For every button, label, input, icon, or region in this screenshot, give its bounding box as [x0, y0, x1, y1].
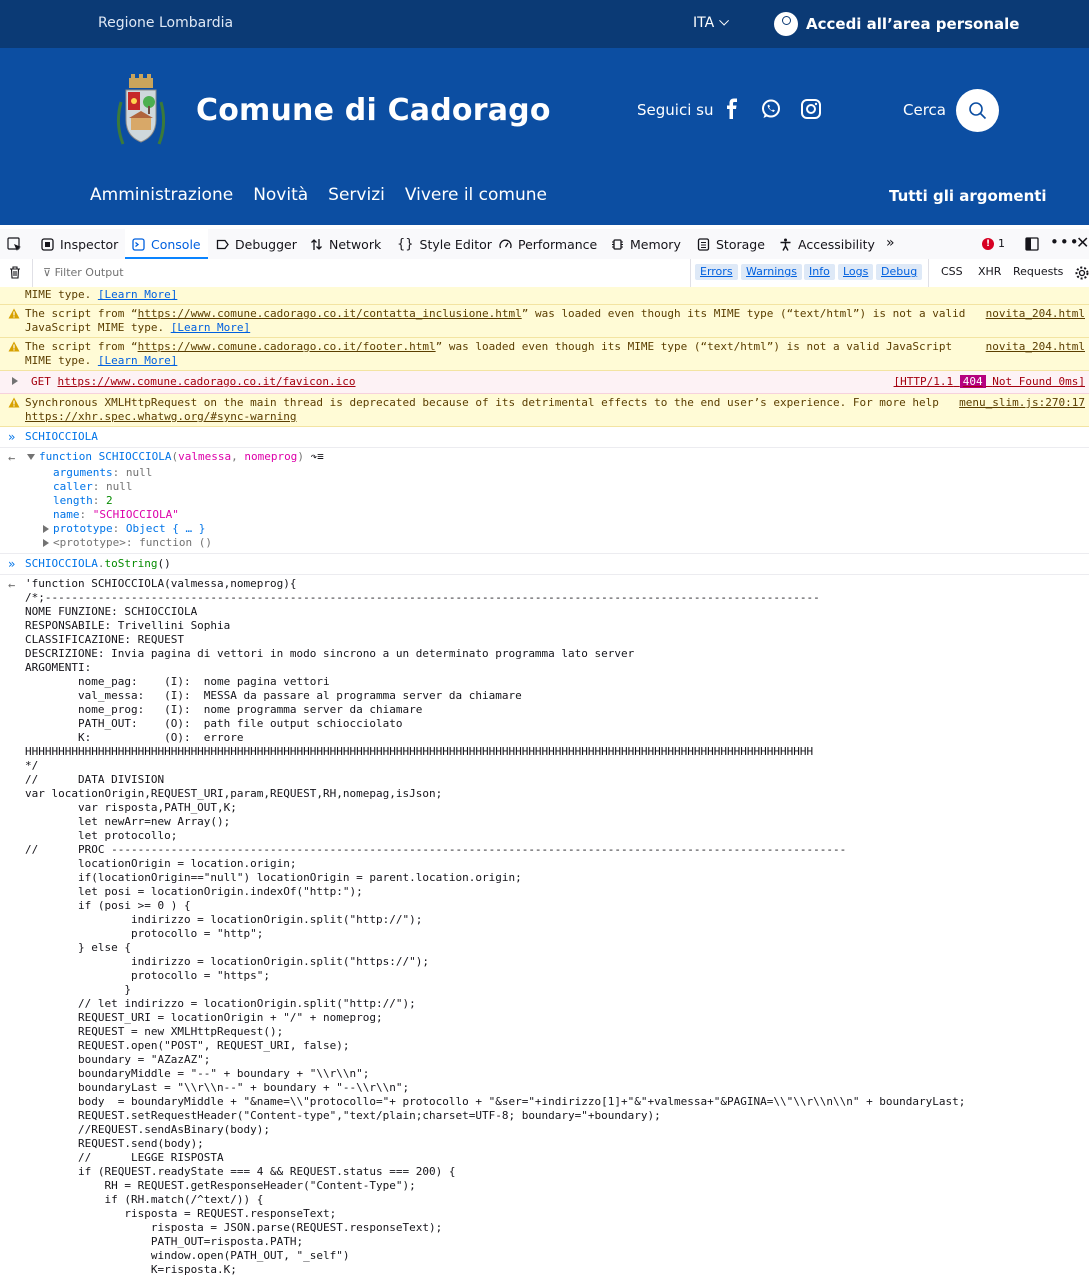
site-title[interactable]: Comune di Cadorago: [196, 93, 551, 128]
tab-memory-label: Memory: [630, 236, 681, 252]
warning-text-post: ” was loaded even though its MIME type (“text/html”) is not a valid JavaScript MIME type.: [25, 307, 973, 334]
function-keyword: function: [39, 450, 92, 463]
return-arrow-icon: ←: [8, 578, 16, 592]
tab-debugger-label: Debugger: [235, 236, 297, 252]
braces-icon: {}: [397, 236, 414, 252]
function-param: valmessa: [178, 450, 232, 463]
console-warning: [0, 287, 1089, 305]
divider: [690, 259, 691, 287]
warning-icon: [8, 397, 20, 408]
tab-performance-label: Performance: [518, 236, 598, 252]
gauge-icon: [499, 238, 512, 251]
warning-text: Synchronous XMLHttpRequest on the main thread is deprecated because of its detrimental effects to the end user’s experience. For more help: [25, 396, 946, 409]
divider: [32, 259, 33, 287]
region-link[interactable]: Regione Lombardia: [98, 15, 234, 31]
accessibility-icon: [779, 238, 792, 251]
debugger-icon: [216, 238, 229, 251]
console-icon: [132, 238, 145, 251]
property-key: caller: [53, 480, 93, 493]
chevron-double-right-icon[interactable]: »: [886, 235, 895, 251]
request-url-link[interactable]: https://www.comune.cadorago.co.it/favicon.ico: [57, 375, 356, 388]
property-row: arguments: null: [53, 466, 153, 479]
property-key: length: [53, 494, 93, 507]
tab-style-editor[interactable]: [390, 229, 499, 259]
user-icon: [774, 12, 798, 36]
filter-output-input[interactable]: [43, 266, 124, 279]
property-key: prototype: [53, 522, 113, 535]
console-input: [0, 427, 1089, 448]
tab-memory[interactable]: [604, 229, 688, 259]
warning-text-pre: The script from “: [25, 307, 138, 320]
language-label: ITA: [693, 15, 715, 31]
error-icon: !: [982, 238, 994, 250]
login-label: Accedi all’area personale: [806, 15, 1020, 33]
tab-performance[interactable]: [492, 229, 604, 259]
property-key: name: [53, 508, 80, 521]
municipal-crest-icon[interactable]: [113, 74, 169, 150]
property-row-expandable[interactable]: prototype: Object { … }: [43, 522, 1089, 536]
function-name: SCHIOCCIOLA: [98, 450, 172, 463]
filter-warnings[interactable]: Warnings: [741, 264, 802, 280]
login-button[interactable]: [774, 11, 1019, 37]
input-object: SCHIOCCIOLA: [25, 557, 98, 570]
nav-item-vivere-il-comune[interactable]: Vivere il comune: [404, 185, 547, 205]
instagram-icon[interactable]: [800, 98, 822, 120]
console-filter-bar: [0, 259, 1089, 288]
input-text: SCHIOCCIOLA: [25, 430, 98, 443]
tab-network-label: Network: [329, 236, 382, 252]
devtools-toolbar: [0, 229, 1089, 260]
error-count: 1: [998, 237, 1005, 250]
close-icon[interactable]: ✕: [1076, 233, 1089, 252]
learn-more-link[interactable]: [Learn More]: [170, 321, 251, 334]
console-warning: [0, 305, 1089, 338]
expand-arrow-icon[interactable]: [43, 525, 49, 533]
console-error[interactable]: [0, 371, 1089, 394]
element-picker-icon[interactable]: [7, 237, 22, 252]
search-icon: [968, 101, 987, 120]
nav-item-novita[interactable]: Novità: [253, 185, 309, 205]
tab-console[interactable]: [125, 229, 208, 259]
network-icon: [310, 238, 323, 251]
warning-text-pre: The script from “: [25, 340, 138, 353]
console-output: [0, 287, 1089, 1288]
property-key: arguments: [53, 466, 113, 479]
tab-inspector[interactable]: [34, 229, 125, 259]
property-value: null: [125, 466, 153, 479]
function-summary[interactable]: function SCHIOCCIOLA(valmessa, nomeprog) ↷≡: [27, 450, 1089, 464]
responsive-design-icon[interactable]: [1025, 237, 1039, 251]
property-value: "SCHIOCCIOLA": [92, 508, 179, 521]
help-link[interactable]: https://xhr.spec.whatwg.org/#sync-warning: [25, 410, 297, 423]
property-row: name: "SCHIOCCIOLA": [53, 508, 179, 521]
filter-debug[interactable]: Debug: [876, 264, 922, 280]
http-protocol: [HTTP/1.1: [893, 375, 954, 388]
tab-inspector-label: Inspector: [60, 236, 119, 252]
learn-more-link[interactable]: [Learn More]: [97, 354, 178, 367]
function-param: nomeprog: [244, 450, 298, 463]
property-value: function (): [139, 536, 212, 549]
warning-icon: [8, 341, 20, 352]
property-value: null: [106, 480, 133, 493]
search-button[interactable]: [956, 89, 999, 132]
warning-icon: [8, 308, 20, 319]
memory-icon: [611, 238, 624, 251]
property-value: 2: [106, 494, 113, 507]
gear-icon[interactable]: [1075, 266, 1089, 280]
tostring-output: 'function SCHIOCCIOLA(valmessa,nomeprog){ /*;--------------------------------------------------------------------------------------------------------------------- NOME FUNZIONE: SCHIOCCIOLA RESPONSABILE: Trivellini Sophia CLASSIFICAZIONE: REQUEST DESCRIZIONE: Invia pagina di vettori in modo sincrono a un determinato programma lato server ARGOMENTI: nome_pag: (I): nome pagina vettori val_messa: (I): MESSA da passare al programma server da chiamare nome_prog: (I): nome programma server da chiamare PATH_OUT: (O): path file output schiocciolato K: (O): errore HHHHHHHHHHHHHHHHHHHHHHHHHHHHHHHHHHHHHHHHHHHHHHHHHHHHHHHHHHHHHHHHHHHHHHHHHHHHHHHHHHHHHHHHHHHHHHHHHHHHHHHHHHHHHHHHHHHHHHH */ // DATA DIVISION var locationOrigin,REQUEST_URI,param,REQUEST,RH,nomepag,isJson; var risposta,PATH_OUT,K; let newArr=new Array(); let protocollo; // PROC --------------------------------------------------------------------------------------------------------------- locationOrigin = location.origin; if(locationOrigin=="null") locationOrigin = parent.location.origin; let posi = locationOrigin.indexOf("http:"); if (posi >= 0 ) { indirizzo = locationOrigin.split("http://"); protocollo = "http"; } else { indirizzo = locationOrigin.split("https://"); protocollo = "https"; } // let indirizzo = locationOrigin.split("http://"); REQUEST_URI = locationOrigin + "/" + nomeprog; REQUEST = new XMLHttpRequest(); REQUEST.open("POST", REQUEST_URI, false); boundary = "AZazAZ"; boundaryMiddle = "--" + boundary + "\\r\\n"; boundaryLast = "\\r\\n--" + boundary + "--\\r\\n"; body = boundaryMiddle + "&name=\\"protocollo="+ protocollo + "&ser="+indirizzo[1]+"&"+valmessa+"&PAGINA=\\"\\r\\n\\n" + boundaryLast; REQUEST.setRequestHeader("Content-type","text/plain;charset=UTF-8; boundary="+boundary); //REQUEST.sendAsBinary(body); REQUEST.send(body); // LEGGE RISPOSTA if (REQUEST.readyState === 4 && REQUEST.status === 200) { RH = REQUEST.getResponseHeader("Content-Type"); if (RH.match(/^text/)) { risposta = REQUEST.responseText; risposta = JSON.parse(REQUEST.responseText); PATH_OUT=risposta.PATH; window.open(PATH_OUT, "_self") K=risposta.K;: [25, 577, 966, 1276]
tab-accessibility-label: Accessibility: [798, 236, 875, 252]
console-result: [0, 575, 1089, 1279]
property-value: Object { … }: [125, 522, 206, 535]
facebook-icon[interactable]: [721, 98, 743, 120]
top-bar: [0, 0, 1089, 48]
filter-logs[interactable]: Logs: [838, 264, 873, 280]
expand-arrow-icon[interactable]: [12, 377, 18, 385]
filter-xhr[interactable]: XHR: [978, 265, 1002, 278]
tab-style-editor-label: Style Editor: [419, 236, 492, 252]
whatsapp-icon[interactable]: [760, 98, 782, 120]
property-row: length: 2: [53, 494, 113, 507]
input-prompt-icon: »: [8, 430, 16, 444]
more-options-icon[interactable]: •••: [1050, 233, 1080, 251]
script-url-link[interactable]: https://www.comune.cadorago.co.it/footer.html: [137, 340, 436, 353]
error-count-badge[interactable]: [982, 237, 1005, 250]
divider: [928, 259, 929, 287]
nav-item-amministrazione[interactable]: Amministrazione: [90, 185, 234, 205]
tab-debugger[interactable]: [209, 229, 304, 259]
source-link[interactable]: novita_204.html: [985, 307, 1085, 320]
jump-to-definition-icon[interactable]: ↷≡: [310, 450, 324, 463]
source-link[interactable]: novita_204.html: [985, 340, 1085, 353]
filter-info[interactable]: Info: [804, 264, 835, 280]
input-prompt-icon: »: [8, 557, 16, 571]
language-selector[interactable]: [693, 15, 729, 31]
console-result: [0, 448, 1089, 554]
filter-errors[interactable]: Errors: [695, 264, 738, 280]
input-method: toString: [104, 557, 158, 570]
trash-icon[interactable]: [9, 266, 21, 279]
follow-label: Seguici su: [637, 101, 714, 119]
property-row: caller: null: [53, 480, 133, 493]
all-topics-link[interactable]: Tutti gli argomenti: [889, 187, 1047, 205]
source-link[interactable]: menu_slim.js:270:17: [959, 396, 1085, 409]
main-nav: [90, 185, 547, 205]
tab-accessibility[interactable]: [772, 229, 882, 259]
chevron-down-icon: [719, 16, 729, 26]
learn-more-link[interactable]: [Learn More]: [97, 288, 178, 301]
return-arrow-icon: ←: [8, 451, 16, 465]
storage-icon: [697, 238, 710, 251]
request-method: GET: [31, 375, 51, 388]
collapse-arrow-icon[interactable]: [27, 454, 35, 460]
inspector-icon: [41, 238, 54, 251]
filter-icon: ⊽: [43, 266, 52, 279]
tab-console-label: Console: [151, 236, 201, 252]
search-label: Cerca: [903, 101, 946, 119]
site-header: [0, 48, 1089, 225]
request-status[interactable]: [894, 375, 1085, 389]
property-row-expandable[interactable]: <prototype>: function (): [43, 536, 1089, 550]
input-tail: (): [157, 557, 171, 570]
script-url-link[interactable]: https://www.comune.cadorago.co.it/contatta_inclusione.html: [137, 307, 522, 320]
tab-network[interactable]: [303, 229, 388, 259]
tab-storage-label: Storage: [716, 236, 765, 252]
console-warning: [0, 338, 1089, 371]
nav-item-servizi[interactable]: Servizi: [328, 185, 385, 205]
function-properties: [53, 464, 1089, 550]
tab-storage[interactable]: [690, 229, 772, 259]
warning-text-post: ” was loaded even though its MIME type (“text/html”) is not a valid JavaScript MIME type.: [25, 340, 959, 367]
console-warning: [0, 394, 1089, 427]
status-code-badge: 404: [960, 375, 986, 388]
filter-output-placeholder: Filter Output: [54, 266, 124, 279]
property-key: <prototype>: [53, 536, 126, 549]
filter-requests[interactable]: Requests: [1013, 265, 1064, 278]
status-text: Not Found 0ms]: [992, 375, 1085, 388]
expand-arrow-icon[interactable]: [43, 539, 49, 547]
console-input: » SCHIOCCIOLA.toString(): [0, 554, 1089, 575]
filter-css[interactable]: CSS: [941, 265, 963, 278]
warning-text: MIME type.: [25, 288, 98, 301]
